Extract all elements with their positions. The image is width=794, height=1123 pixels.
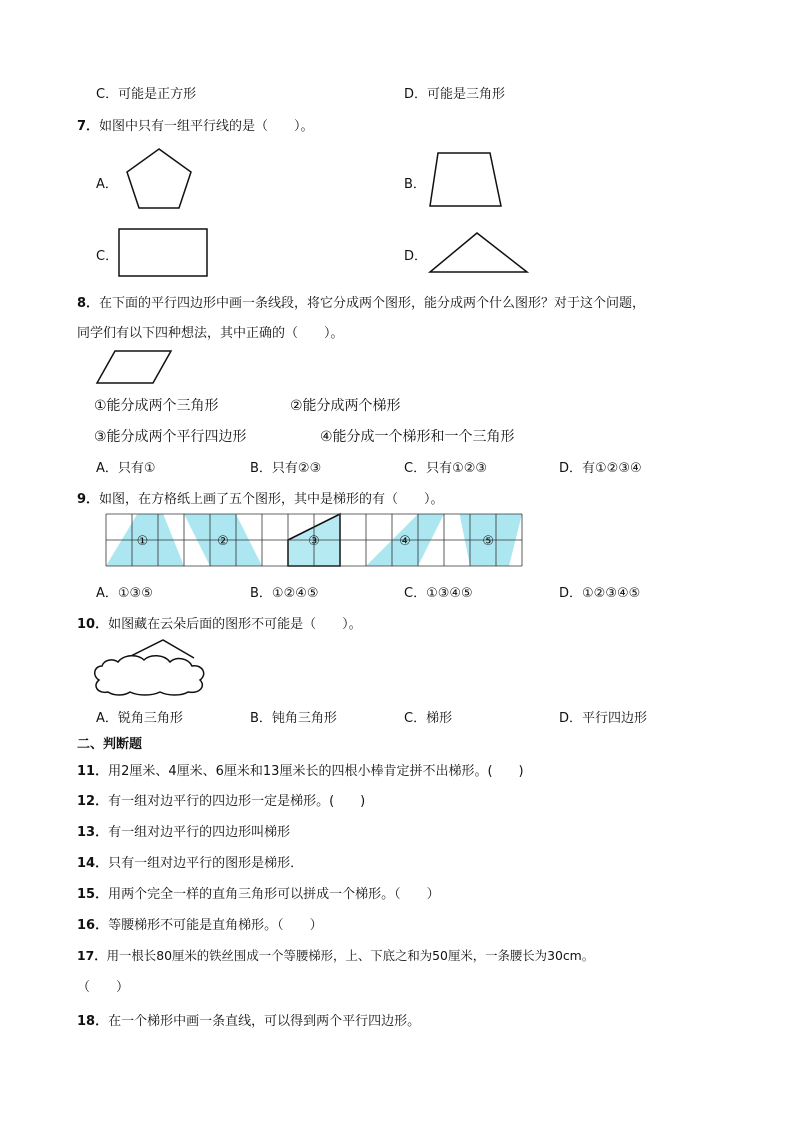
rectangle-figure	[117, 227, 211, 279]
question-8-line2: 同学们有以下四种想法，其中正确的（ ）。	[77, 326, 344, 341]
cloud-figure	[90, 638, 210, 696]
q8-option-a: A．只有①	[96, 461, 156, 476]
q6-option-c: C．可能是正方形	[96, 87, 197, 102]
q7-option-d-label: D．	[404, 249, 428, 264]
q9-option-a: A．①③⑤	[96, 586, 153, 601]
grid-figure	[106, 514, 526, 572]
q10-option-c: C．梯形	[404, 711, 453, 726]
question-number: 11．	[77, 764, 109, 779]
question-text: 在一个梯形中画一条直线，可以得到两个平行四边形。	[108, 1014, 421, 1029]
question-8-line1	[77, 292, 645, 311]
question-number: 16．	[77, 918, 109, 933]
grid-shape-label: ①	[136, 534, 149, 549]
triangle-figure	[428, 230, 532, 276]
question-number: 14．	[77, 856, 109, 871]
question-text: 只有一组对边平行的图形是梯形．	[108, 856, 304, 871]
q9-option-d: D．①②③④⑤	[559, 586, 641, 601]
q7-option-a-label: A．	[96, 177, 118, 192]
q8-idea-3: ③能分成两个平行四边形	[94, 429, 247, 445]
q10-option-d: D．平行四边形	[559, 711, 648, 726]
q7-option-c-label: C．	[96, 249, 119, 264]
question-text: 有一组对边平行的四边形叫梯形	[108, 825, 291, 840]
question-number: 10．	[77, 617, 109, 632]
question-9	[77, 488, 444, 507]
question-7	[77, 115, 314, 134]
question-text: 如图中只有一组平行线的是（ ）。	[99, 119, 314, 134]
question-number: 15．	[77, 887, 109, 902]
question-number: 13．	[77, 825, 109, 840]
q7-option-b-label: B．	[404, 177, 426, 192]
question-10	[77, 613, 362, 632]
question-text: 如图藏在云朵后面的图形不可能是（ ）。	[108, 617, 362, 632]
q8-idea-2: ②能分成两个梯形	[290, 398, 401, 414]
grid-shape-label: ③	[308, 534, 320, 549]
question-text: 用2厘米、4厘米、6厘米和13厘米长的四根小棒肯定拼不出梯形。( )	[108, 764, 524, 779]
question-number: 12．	[77, 794, 109, 809]
question-number: 9．	[77, 492, 100, 507]
question-text: 有一组对边平行的四边形一定是梯形。( )	[108, 794, 366, 809]
grid-shape-label: ⑤	[482, 534, 495, 549]
pentagon-figure	[125, 146, 195, 212]
question-text: 等腰梯形不可能是直角梯形。（ ）	[108, 918, 323, 933]
question-12	[77, 790, 365, 809]
question-14	[77, 852, 303, 871]
parallelogram-figure	[95, 349, 175, 387]
q10-option-b: B．钝角三角形	[250, 711, 337, 726]
q8-idea-1: ①能分成两个三角形	[94, 398, 219, 414]
question-number: 18．	[77, 1014, 109, 1029]
question-17	[77, 946, 594, 964]
q8-option-c: C．只有①②③	[404, 461, 488, 476]
q9-option-b: B．①②④⑤	[250, 586, 319, 601]
q10-option-a: A．锐角三角形	[96, 711, 183, 726]
question-17-answer-paren: （ ）	[77, 980, 130, 995]
question-16	[77, 914, 323, 933]
question-13	[77, 821, 290, 840]
question-18	[77, 1010, 420, 1029]
question-11	[77, 760, 524, 779]
q9-option-c: C．①③④⑤	[404, 586, 473, 601]
q8-option-b: B．只有②③	[250, 461, 322, 476]
question-text: 用一根长80厘米的铁丝围成一个等腰梯形，上、下底之和为50厘米，一条腰长为30cm。	[106, 948, 595, 963]
question-number: 8．	[77, 296, 100, 311]
grid-shape-label: ②	[217, 534, 229, 549]
question-text: 用两个完全一样的直角三角形可以拼成一个梯形。（ ）	[108, 887, 440, 902]
question-number: 17．	[77, 948, 107, 963]
trapezoid-figure	[428, 150, 504, 210]
question-number: 7．	[77, 119, 100, 134]
question-text: 在下面的平行四边形中画一条线段，将它分成两个图形，能分成两个什么图形？对于这个问题，	[99, 296, 646, 311]
q6-option-d: D．可能是三角形	[404, 87, 506, 102]
question-text: 如图，在方格纸上画了五个图形，其中是梯形的有（ ）。	[99, 492, 444, 507]
q8-idea-4: ④能分成一个梯形和一个三角形	[320, 429, 515, 445]
grid-shape-label: ④	[399, 534, 411, 549]
question-15	[77, 883, 440, 902]
section-title: 二、判断题	[77, 737, 143, 752]
q8-option-d: D．有①②③④	[559, 461, 642, 476]
